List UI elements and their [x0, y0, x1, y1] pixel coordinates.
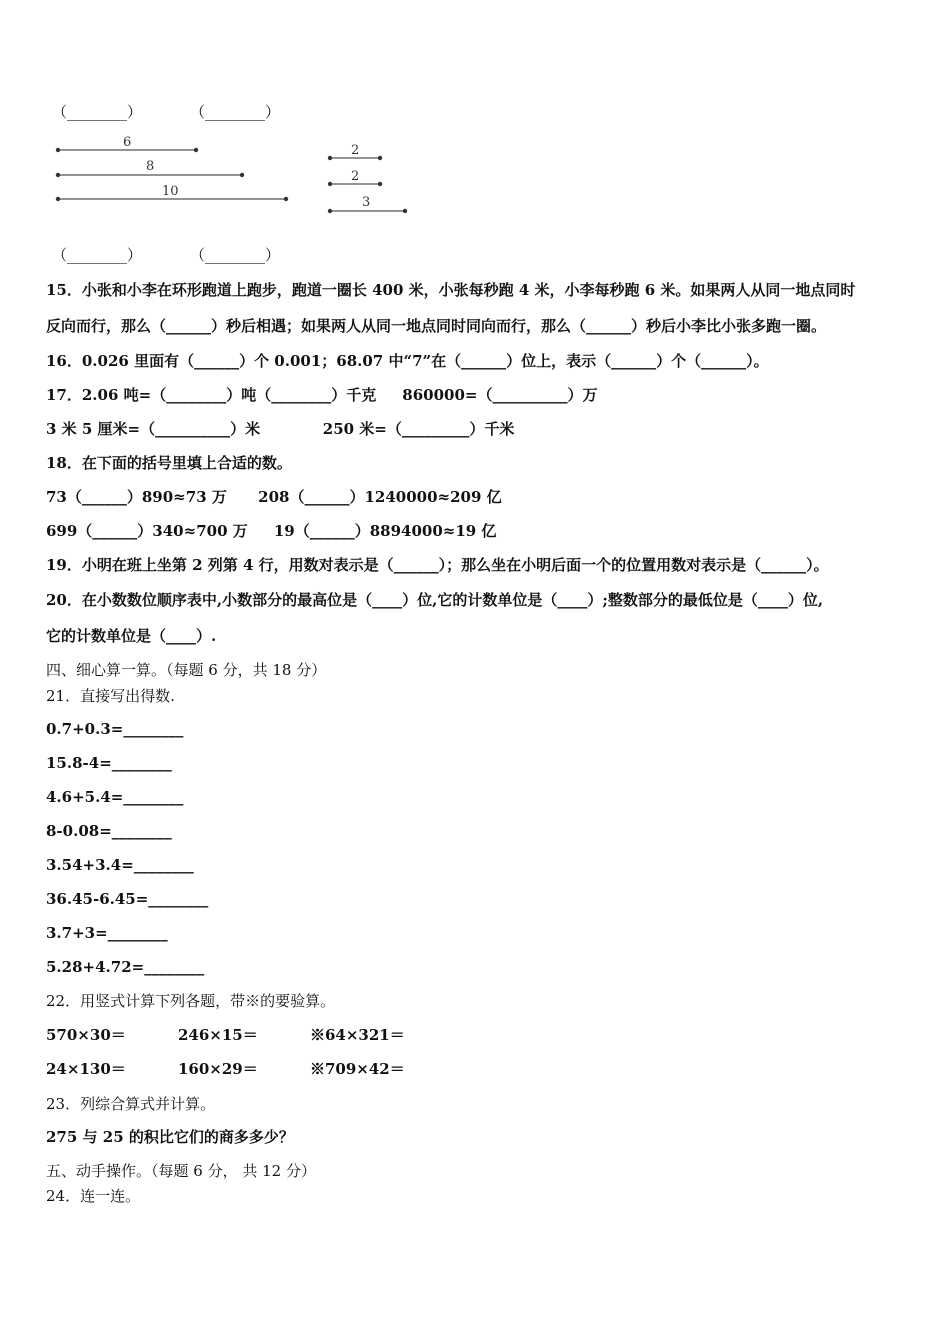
q21-item-3: 4.6+5.4=________ — [46, 788, 184, 806]
q24-title: 24．连一连。 — [46, 1187, 141, 1205]
q21-item-8: 5.28+4.72=________ — [46, 958, 205, 976]
q23-title: 23．列综合算式并计算。 — [46, 1095, 216, 1113]
segment-label-6: 6 — [123, 135, 132, 150]
q22-row1: 570×30＝ 246×15＝ ※64×321＝ — [46, 1026, 405, 1044]
q22-row2: 24×130＝ 160×29＝ ※709×42＝ — [46, 1060, 405, 1078]
q19: 19．小明在班上坐第 2 列第 4 行，用数对表示是（______）；那么坐在小明后面一个的位置用数对表示是（______）。 — [46, 556, 829, 574]
segment-label-8: 8 — [146, 159, 155, 174]
blank-1b: （________） — [190, 103, 281, 121]
q20-line2: 它的计数单位是（____）. — [46, 627, 217, 645]
q17-line1: 17．2.06 吨=（________）吨（________）千克 860000=（__________）万 — [46, 386, 598, 404]
q18-title: 18．在下面的括号里填上合适的数。 — [46, 454, 292, 472]
q21-item-1: 0.7+0.3=________ — [46, 720, 184, 738]
blank-1a: （________） — [52, 103, 143, 121]
q17-line2: 3 米 5 厘米=（__________）米 250 米=（_________）千米 — [46, 420, 515, 438]
segment-label-3: 3 — [362, 195, 371, 210]
q21-title: 21．直接写出得数. — [46, 687, 175, 705]
q18-row1: 73（______）890≈73 万 208（______）1240000≈209 亿 — [46, 488, 502, 506]
q20-line1: 20．在小数数位顺序表中,小数部分的最高位是（____）位,它的计数单位是（____）;整数部分的最低位是（____）位, — [46, 591, 824, 609]
q18-row2: 699（______）340≈700 万 19（______）8894000≈19 亿 — [46, 522, 497, 540]
q21-item-4: 8-0.08=________ — [46, 822, 172, 840]
q21-item-6: 36.45-6.45=________ — [46, 890, 209, 908]
segment-figure — [0, 0, 950, 240]
q21-item-2: 15.8-4=________ — [46, 754, 172, 772]
blank-2b: （________） — [190, 246, 281, 264]
q21-item-5: 3.54+3.4=________ — [46, 856, 194, 874]
q21-item-7: 3.7+3=________ — [46, 924, 168, 942]
q23-text: 275 与 25 的积比它们的商多多少？ — [46, 1128, 294, 1146]
segment-label-2b: 2 — [351, 169, 360, 184]
segment-label-10: 10 — [162, 184, 179, 199]
q22-title: 22．用竖式计算下列各题，带※的要验算。 — [46, 992, 336, 1010]
q15-line1: 15．小张和小李在环形跑道上跑步，跑道一圈长 400 米，小张每秒跑 4 米，小李每秒跑 6 米。如果两人从同一地点同时 — [46, 281, 856, 299]
section-4-title: 四、细心算一算。（每题 6 分，共 18 分） — [46, 661, 327, 679]
blank-2a: （________） — [52, 246, 143, 264]
q15-line2: 反向而行，那么（______）秒后相遇；如果两人从同一地点同时同向而行，那么（______）秒后小李比小张多跑一圈。 — [46, 317, 827, 335]
q16: 16．0.026 里面有（______）个 0.001；68.07 中“7”在（______）位上，表示（______）个（______）。 — [46, 352, 769, 370]
section-5-title: 五、动手操作。（每题 6 分， 共 12 分） — [46, 1162, 316, 1180]
segment-label-2a: 2 — [351, 143, 360, 158]
